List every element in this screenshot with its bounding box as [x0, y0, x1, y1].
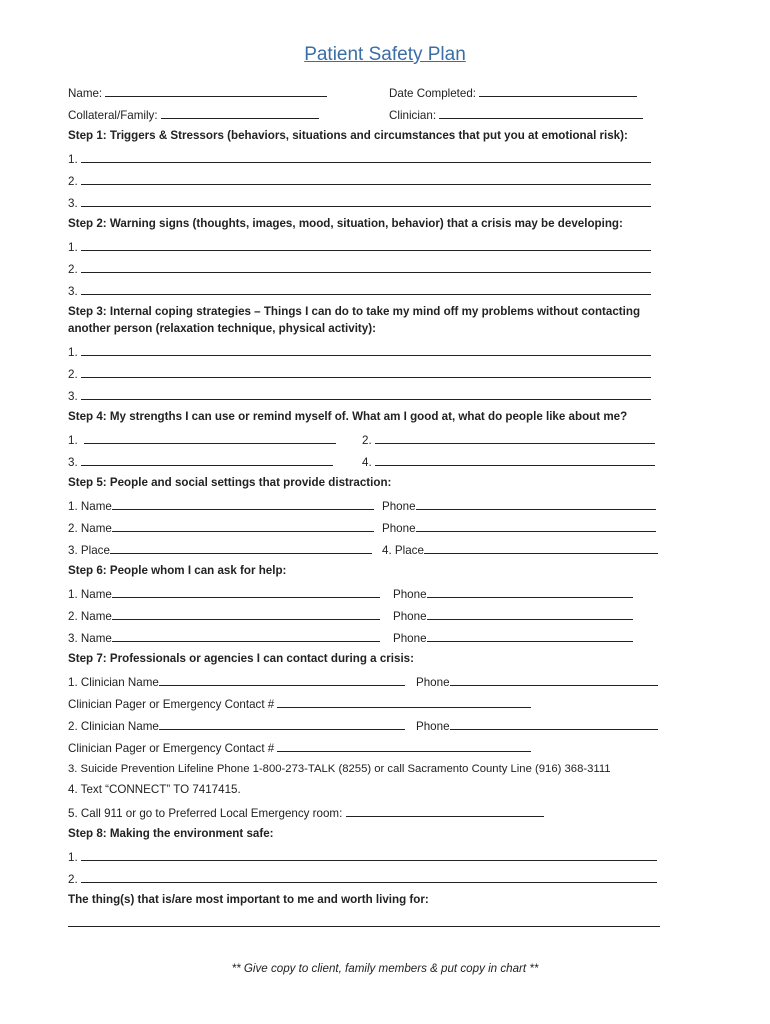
step4-heading: Step 4: My strengths I can use or remind myself of. What am I good at, what do people like about me?: [68, 410, 628, 423]
field-blank[interactable]: [112, 586, 380, 598]
field-blank[interactable]: [450, 718, 658, 730]
step5-place-field[interactable]: [382, 542, 658, 558]
step1-item[interactable]: [68, 151, 651, 167]
field-blank[interactable]: [112, 608, 380, 620]
field-label: Phone: [416, 676, 450, 689]
field-label: 2. Name: [68, 522, 112, 535]
step6-heading: Step 6: People whom I can ask for help:: [68, 564, 287, 577]
step3-blank[interactable]: [81, 344, 651, 356]
step8-blank[interactable]: [81, 849, 657, 861]
clinician1-pager-field[interactable]: [68, 696, 531, 712]
field-label: Phone: [393, 610, 427, 623]
field-blank[interactable]: [112, 630, 380, 642]
field-label: 4. Place: [382, 544, 424, 557]
date-completed-field[interactable]: [389, 85, 637, 101]
item-number: 3.: [68, 285, 78, 298]
step3-item[interactable]: [68, 366, 651, 382]
step2-blank[interactable]: [81, 261, 651, 273]
step6-name-field[interactable]: [68, 586, 380, 602]
item-number: 1.: [68, 851, 78, 864]
step2-blank[interactable]: [81, 283, 651, 295]
date-completed-blank[interactable]: [479, 85, 637, 97]
field-label: Clinician Pager or Emergency Contact #: [68, 698, 275, 711]
step3-blank[interactable]: [81, 366, 651, 378]
item-number: 4.: [362, 456, 372, 469]
item-number: 3.: [68, 390, 78, 403]
step5-name-field[interactable]: [68, 520, 374, 536]
field-label: 1. Name: [68, 500, 112, 513]
item-number: 2.: [68, 368, 78, 381]
step5-place-field[interactable]: [68, 542, 372, 558]
step4-blank[interactable]: [375, 432, 655, 444]
field-blank[interactable]: [416, 520, 656, 532]
item-number: 2.: [362, 434, 372, 447]
field-blank[interactable]: [416, 498, 656, 510]
step8-item[interactable]: [68, 849, 657, 865]
field-label: 2. Name: [68, 610, 112, 623]
step6-phone-field[interactable]: [393, 586, 633, 602]
field-blank[interactable]: [159, 674, 405, 686]
clinician2-pager-field[interactable]: [68, 740, 531, 756]
clinician-field[interactable]: [389, 107, 643, 123]
clinician1-phone-field[interactable]: [416, 674, 658, 690]
step4-item[interactable]: [362, 432, 655, 448]
important-heading: The thing(s) that is/are most important to me and worth living for:: [68, 893, 429, 906]
step4-blank[interactable]: [84, 432, 336, 444]
field-label: Phone: [393, 632, 427, 645]
field-blank[interactable]: [450, 674, 658, 686]
clinician1-name-field[interactable]: [68, 674, 405, 690]
step6-name-field[interactable]: [68, 630, 380, 646]
item-number: 3.: [68, 456, 78, 469]
step5-name-field[interactable]: [68, 498, 374, 514]
field-blank[interactable]: [112, 498, 374, 510]
step1-blank[interactable]: [81, 151, 651, 163]
step8-heading: Step 8: Making the environment safe:: [68, 827, 274, 840]
item-number: 2.: [68, 263, 78, 276]
step1-heading: Step 1: Triggers & Stressors (behaviors, situations and circumstances that put you at emotional risk):: [68, 129, 628, 142]
step5-phone-field[interactable]: [382, 498, 656, 514]
emergency-room-field[interactable]: [68, 805, 544, 821]
field-label: Phone: [382, 522, 416, 535]
step7-heading: Step 7: Professionals or agencies I can contact during a crisis:: [68, 652, 414, 665]
clinician-label: Clinician:: [389, 109, 437, 122]
step8-item[interactable]: [68, 871, 657, 887]
step1-blank[interactable]: [81, 195, 651, 207]
field-blank[interactable]: [277, 740, 531, 752]
collateral-label: Collateral/Family:: [68, 109, 158, 122]
field-label: Clinician Pager or Emergency Contact #: [68, 742, 275, 755]
clinician2-phone-field[interactable]: [416, 718, 658, 734]
step1-blank[interactable]: [81, 173, 651, 185]
item-number: 1.: [68, 346, 78, 359]
field-blank[interactable]: [427, 608, 633, 620]
lifeline-line: 3. Suicide Prevention Lifeline Phone 1-800-273-TALK (8255) or call Sacramento County Line (916) 368-3111: [68, 763, 611, 775]
step3-item[interactable]: [68, 344, 651, 360]
field-label: 3. Place: [68, 544, 110, 557]
field-blank[interactable]: [110, 542, 372, 554]
name-field[interactable]: [68, 85, 327, 101]
step3-item[interactable]: [68, 388, 651, 404]
step4-blank[interactable]: [375, 454, 655, 466]
field-label: Phone: [393, 588, 427, 601]
field-blank[interactable]: [424, 542, 658, 554]
item-number: 2.: [68, 175, 78, 188]
field-blank[interactable]: [346, 805, 544, 817]
field-label: 2. Clinician Name: [68, 720, 159, 733]
step3-blank[interactable]: [81, 388, 651, 400]
step8-blank[interactable]: [81, 871, 657, 883]
step6-phone-field[interactable]: [393, 630, 633, 646]
field-blank[interactable]: [427, 586, 633, 598]
field-label: Phone: [382, 500, 416, 513]
collateral-blank[interactable]: [161, 107, 319, 119]
step3-heading: Step 3: Internal coping strategies – Things I can do to take my mind off my problems without contacting: [68, 305, 641, 318]
name-label: Name:: [68, 87, 103, 100]
text-connect-line: 4. Text “CONNECT” TO 7417415.: [68, 783, 241, 796]
item-number: 1.: [68, 153, 78, 166]
step1-item[interactable]: [68, 195, 651, 211]
field-label: 3. Name: [68, 632, 112, 645]
item-number: 1.: [68, 241, 78, 254]
field-label: Phone: [416, 720, 450, 733]
field-label: 5. Call 911 or go to Preferred Local Emergency room:: [68, 807, 343, 820]
step2-item[interactable]: [68, 261, 651, 277]
step3-heading-cont: another person (relaxation technique, physical activity):: [68, 322, 376, 335]
field-blank[interactable]: [159, 718, 405, 730]
step4-item[interactable]: [68, 432, 336, 448]
footer-note: ** Give copy to client, family members & put copy in chart **: [231, 962, 539, 975]
step1-item[interactable]: [68, 173, 651, 189]
step2-item[interactable]: [68, 283, 651, 299]
field-label: 1. Clinician Name: [68, 676, 159, 689]
name-blank[interactable]: [105, 85, 327, 97]
step6-name-field[interactable]: [68, 608, 380, 624]
field-label: 1. Name: [68, 588, 112, 601]
field-blank[interactable]: [277, 696, 531, 708]
step4-blank[interactable]: [81, 454, 333, 466]
item-number: 2.: [68, 873, 78, 886]
step5-phone-field[interactable]: [382, 520, 656, 536]
step2-item[interactable]: [68, 239, 651, 255]
important-field[interactable]: [68, 915, 660, 931]
field-blank[interactable]: [427, 630, 633, 642]
item-number: 3.: [68, 197, 78, 210]
step5-heading: Step 5: People and social settings that provide distraction:: [68, 476, 392, 489]
clinician2-name-field[interactable]: [68, 718, 405, 734]
clinician-blank[interactable]: [439, 107, 643, 119]
step2-heading: Step 2: Warning signs (thoughts, images, mood, situation, behavior) that a crisis may be developing:: [68, 217, 623, 230]
step2-blank[interactable]: [81, 239, 651, 251]
step6-phone-field[interactable]: [393, 608, 633, 624]
date-completed-label: Date Completed:: [389, 87, 476, 100]
field-blank[interactable]: [112, 520, 374, 532]
collateral-field[interactable]: [68, 107, 319, 123]
step4-item[interactable]: [68, 454, 333, 470]
important-blank[interactable]: [68, 915, 660, 927]
step4-item[interactable]: [362, 454, 655, 470]
item-number: 1.: [68, 434, 78, 447]
page-title: Patient Safety Plan: [304, 44, 466, 65]
